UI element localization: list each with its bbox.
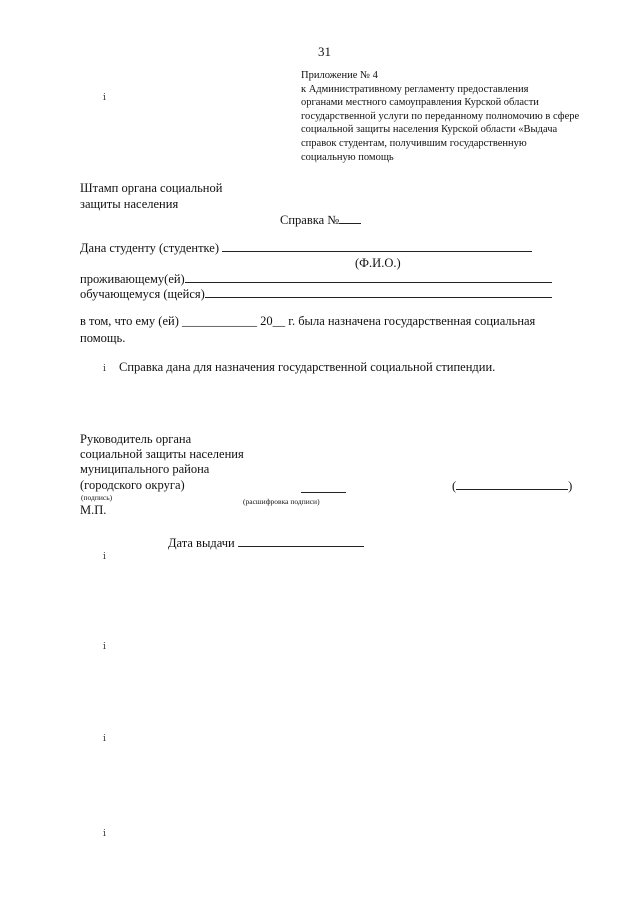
annex-header bbox=[301, 69, 601, 164]
annex-line: социальной защиты населения Курской области «Выдача bbox=[301, 124, 558, 136]
signature-line-1: Руководитель органа bbox=[80, 432, 192, 446]
stamp-block bbox=[80, 181, 222, 212]
studying-label: обучающемуся (щейся) bbox=[80, 287, 205, 301]
margin-mark: ⅰ bbox=[103, 641, 106, 651]
purpose-text: Справка дана для назначения государственной социальной стипендии. bbox=[119, 360, 496, 374]
issued-to-field[interactable] bbox=[222, 241, 532, 252]
signature-line-3: муниципального района bbox=[80, 462, 210, 477]
issued-to-row bbox=[80, 241, 532, 256]
issue-date-label: Дата выдачи bbox=[168, 536, 235, 550]
annex-line: справок студентам, получившим государственную bbox=[301, 137, 527, 149]
certificate-title-text: Справка № bbox=[280, 213, 340, 227]
residing-row bbox=[80, 272, 552, 287]
annex-line: социальную помощь bbox=[301, 151, 394, 163]
annex-line: Приложение № 4 bbox=[301, 70, 378, 81]
page-number: 31 bbox=[318, 44, 331, 59]
signature-line-2: социальной защиты населения bbox=[80, 447, 244, 462]
decode-caption: (расшифровка подписи) bbox=[243, 497, 320, 506]
signature-line-4: (городского округа) bbox=[80, 477, 185, 492]
body-paragraph: в том, что ему (ей) ____________ 20__ г. была назначена государственная социальная помощь. bbox=[80, 314, 536, 345]
signature-field[interactable] bbox=[301, 480, 346, 498]
sign-caption: (подпись) bbox=[81, 493, 113, 502]
signature-block bbox=[80, 432, 244, 493]
margin-mark: ⅰ bbox=[103, 92, 106, 102]
signature-decode-field[interactable]: ( ) bbox=[452, 479, 573, 493]
margin-mark: ⅰ bbox=[103, 551, 106, 561]
certificate-title bbox=[280, 213, 361, 228]
issue-date-field[interactable] bbox=[238, 536, 364, 547]
annex-line: государственной услуги по переданному полномочию в сфере bbox=[301, 110, 580, 122]
studying-row bbox=[80, 287, 552, 302]
annex-line: к Административному регламенту предоставления bbox=[301, 83, 529, 95]
issue-date-row bbox=[168, 536, 364, 551]
margin-mark: ⅰ bbox=[103, 828, 106, 838]
certificate-number-field[interactable] bbox=[339, 213, 361, 224]
stamp-line-1: Штамп органа социальной bbox=[80, 181, 223, 195]
fio-caption: (Ф.И.О.) bbox=[355, 256, 401, 270]
seal-label: М.П. bbox=[80, 503, 107, 517]
studying-field[interactable] bbox=[205, 287, 552, 298]
annex-line: органами местного самоуправления Курской области bbox=[301, 97, 539, 109]
margin-mark: ⅰ bbox=[103, 363, 106, 373]
margin-mark: ⅰ bbox=[103, 733, 106, 743]
issued-to-label: Дана студенту (студентке) bbox=[80, 241, 220, 255]
stamp-line-2: защиты населения bbox=[80, 196, 179, 211]
residing-field[interactable] bbox=[185, 272, 552, 283]
residing-label: проживающему(ей) bbox=[80, 272, 185, 286]
